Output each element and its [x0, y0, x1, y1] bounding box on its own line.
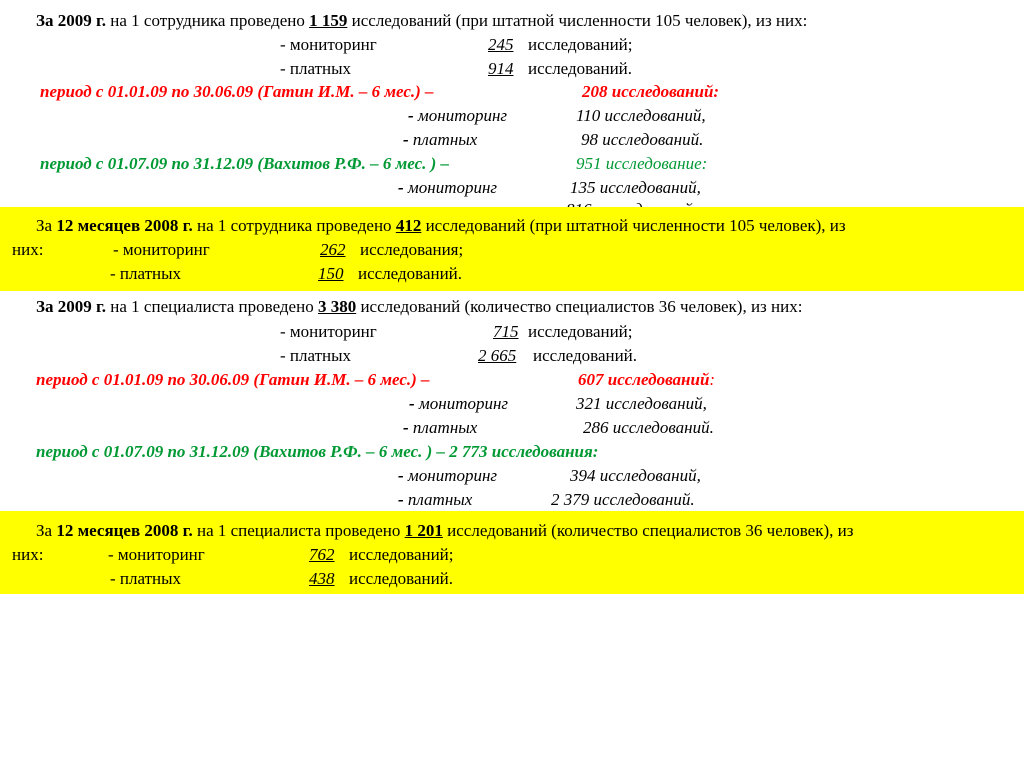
y2-paid-value: 438	[309, 569, 335, 588]
y2-total: 1 201	[404, 521, 443, 540]
s2-period1-paid-value: 286 исследований.	[583, 418, 714, 437]
s2-paid-label: - платных	[280, 346, 352, 365]
s2-period1-heading: период с 01.01.09 по 30.06.09 (Гатин И.М. – 6 мес.) –	[36, 370, 430, 389]
s1-monitoring-label: - мониторинг	[280, 35, 377, 54]
s2-monitoring-label: - мониторинг	[280, 322, 377, 341]
y1-paid-value: 150	[318, 264, 344, 283]
s2-period1-paid: - платных	[403, 418, 478, 437]
s1-total: 1 159	[309, 11, 348, 30]
s2-monitoring-unit: исследований;	[528, 322, 633, 341]
s2-period2-heading: период с 01.07.09 по 31.12.09 (Вахитов Р.Ф. – 6 мес. ) – 2 773 исследования:	[36, 442, 599, 461]
s2-period1-total: 607 исследований:	[578, 370, 716, 389]
s1-monitoring-value: 245	[488, 35, 514, 54]
s1-monitoring-unit: исследований;	[528, 35, 633, 54]
y2-paid-label: - платных	[110, 569, 182, 588]
y2-summary-line: За 12 месяцев 2008 г. на 1 специалиста проведено 1 201 исследований (количество специалистов 36 человек), из	[36, 521, 854, 540]
s2-period2-monitoring: - мониторинг	[398, 466, 498, 485]
y1-monitoring-unit: исследования;	[360, 240, 464, 259]
s2-total: 3 380	[317, 297, 357, 316]
s1-period1-monitoring: - мониторинг	[408, 106, 508, 125]
y2-paid-unit: исследований.	[349, 569, 454, 588]
y1-monitoring-label: - мониторинг	[113, 240, 210, 259]
y1-period: 12 месяцев 2008 г.	[56, 216, 193, 235]
s1-period2-total: 951 исследование:	[576, 154, 708, 173]
y2-period: 12 месяцев 2008 г.	[56, 521, 193, 540]
s2-summary-line: За 2009 г. на 1 специалиста проведено 3 380 исследований (количество специалистов 36 человек), из них:	[36, 297, 803, 316]
s1-text: на 1 сотрудника проведено	[106, 11, 310, 30]
s2-period2-paid: - платных	[398, 490, 473, 509]
y1-line2-start: них:	[12, 240, 44, 259]
s2-period2-paid-value: 2 379 исследований.	[551, 490, 695, 509]
y1-summary-line: За 12 месяцев 2008 г. на 1 сотрудника проведено 412 исследований (при штатной численности 105 человек), из	[36, 216, 846, 235]
s1-period1-heading: период с 01.01.09 по 30.06.09 (Гатин И.М. – 6 мес.) –	[40, 82, 434, 101]
s1-paid-unit: исследований.	[528, 59, 633, 78]
s1-paid-value: 914	[488, 59, 514, 78]
y2-monitoring-value: 762	[309, 545, 335, 564]
s1-paid-label: - платных	[280, 59, 352, 78]
s2-monitoring-value: 715	[493, 322, 519, 341]
s2-period1-monitoring: - мониторинг	[409, 394, 509, 413]
s2-period: За 2009 г.	[36, 297, 107, 316]
y1-paid-label: - платных	[110, 264, 182, 283]
y1-monitoring-value: 262	[320, 240, 346, 259]
s1-summary-line	[36, 9, 807, 32]
s1-period1-monitoring-value: 110 исследований,	[576, 106, 706, 125]
s2-paid-value: 2 665	[478, 346, 517, 365]
s1-rest: исследований (при штатной численности 105 человек), из них:	[347, 11, 808, 30]
s1-period2-monitoring-value: 135 исследований,	[570, 178, 701, 197]
y1-paid-unit: исследований.	[358, 264, 463, 283]
y2-line2-start: них:	[12, 545, 44, 564]
s2-paid-unit: исследований.	[533, 346, 638, 365]
y2-monitoring-label: - мониторинг	[108, 545, 205, 564]
s1-period2-monitoring: - мониторинг	[398, 178, 498, 197]
s2-period2-monitoring-value: 394 исследований,	[570, 466, 701, 485]
y1-total: 412	[395, 216, 422, 235]
y2-monitoring-unit: исследований;	[349, 545, 454, 564]
s1-period1-total: 208 исследований:	[582, 82, 720, 101]
s1-period: За 2009 г.	[36, 11, 107, 30]
s2-period1-monitoring-value: 321 исследований,	[576, 394, 707, 413]
s1-period1-paid: - платных	[403, 130, 478, 149]
s1-period1-paid-value: 98 исследований.	[581, 130, 704, 149]
s1-period2-heading: период с 01.07.09 по 31.12.09 (Вахитов Р.Ф. – 6 мес. ) –	[40, 154, 450, 173]
